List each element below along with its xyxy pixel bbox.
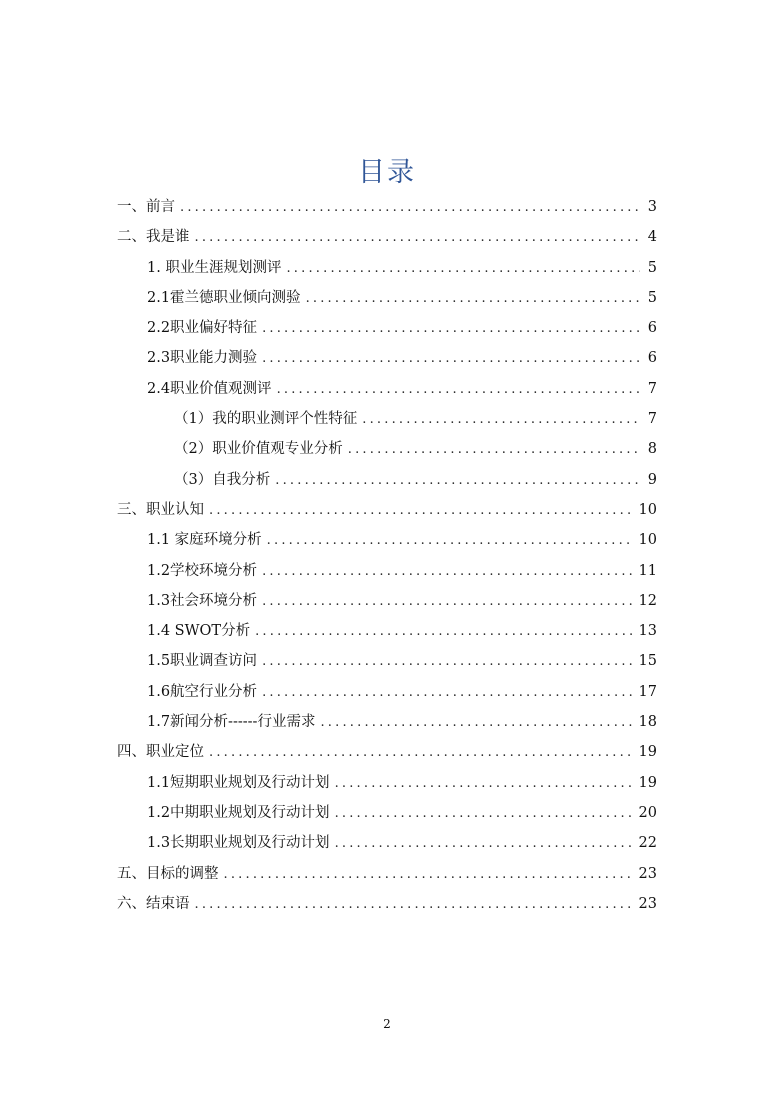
- dot-leader: [224, 860, 634, 890]
- toc-entry-page: 8: [647, 441, 657, 458]
- table-of-contents: [117, 192, 657, 919]
- toc-entry[interactable]: [117, 283, 657, 313]
- dot-leader: [267, 526, 634, 556]
- toc-entry[interactable]: [117, 616, 657, 646]
- toc-entry-page: 7: [647, 411, 657, 428]
- toc-entry[interactable]: [117, 768, 657, 798]
- toc-entry[interactable]: [117, 586, 657, 616]
- dot-leader: [362, 405, 640, 435]
- toc-entry-label: 六、结束语: [117, 895, 190, 912]
- toc-entry[interactable]: [117, 222, 657, 252]
- toc-entry-label: （2）职业价值观专业分析: [174, 441, 343, 458]
- toc-entry-page: 17: [638, 683, 657, 700]
- toc-entry-page: 19: [638, 774, 657, 791]
- toc-entry[interactable]: [117, 525, 657, 555]
- toc-entry[interactable]: [117, 253, 657, 283]
- toc-entry[interactable]: [117, 434, 657, 464]
- toc-entry[interactable]: [117, 313, 657, 343]
- toc-entry-label: 一、前言: [117, 199, 175, 215]
- toc-entry-page: 6: [647, 320, 657, 337]
- toc-entry-page: 7: [647, 380, 657, 397]
- dot-leader: [209, 738, 634, 768]
- toc-entry-page: 12: [638, 592, 657, 609]
- toc-entry[interactable]: [117, 374, 657, 404]
- dot-leader: [262, 647, 633, 677]
- dot-leader: [348, 435, 640, 465]
- toc-entry-label: 1.3社会环境分析: [147, 592, 258, 609]
- toc-entry[interactable]: [117, 343, 657, 373]
- dot-leader: [335, 769, 634, 799]
- dot-leader: [306, 284, 640, 314]
- toc-entry-page: 13: [638, 623, 657, 640]
- toc-entry-label: 1.6航空行业分析: [147, 683, 258, 700]
- toc-entry-label: 1.2学校环境分析: [147, 562, 258, 579]
- toc-entry[interactable]: [117, 707, 657, 737]
- toc-entry-label: 1. 职业生涯规划测评: [147, 259, 282, 276]
- toc-entry-page: 18: [638, 714, 657, 731]
- toc-entry-label: 二、我是谁: [117, 229, 190, 246]
- toc-entry-label: 四、职业定位: [117, 744, 204, 761]
- toc-entry-label: 1.3长期职业规划及行动计划: [147, 835, 330, 852]
- dot-leader: [262, 678, 633, 708]
- toc-entry-page: 3: [647, 199, 657, 215]
- toc-entry-page: 23: [638, 895, 657, 912]
- toc-entry-label: 1.1 家庭环境分析: [147, 532, 262, 549]
- toc-entry-label: 2.3职业能力测验: [147, 350, 258, 367]
- toc-entry[interactable]: [117, 465, 657, 495]
- toc-entry-label: 1.1短期职业规划及行动计划: [147, 774, 330, 791]
- toc-entry[interactable]: [117, 859, 657, 889]
- dot-leader: [320, 708, 633, 738]
- toc-entry-page: 9: [647, 471, 657, 488]
- dot-leader: [277, 375, 640, 405]
- toc-entry-page: 6: [647, 350, 657, 367]
- toc-entry-label: （1）我的职业测评个性特征: [174, 411, 358, 428]
- toc-entry[interactable]: [117, 889, 657, 919]
- page-number: 2: [383, 1017, 391, 1031]
- toc-entry-label: 三、职业认知: [117, 501, 204, 518]
- dot-leader: [335, 829, 634, 859]
- toc-entry-page: 10: [638, 532, 657, 549]
- toc-entry-label: 五、目标的调整: [117, 865, 219, 882]
- dot-leader: [335, 799, 634, 829]
- dot-leader: [180, 193, 640, 223]
- dot-leader: [209, 496, 634, 526]
- dot-leader: [195, 223, 641, 253]
- toc-entry-label: 2.1霍兰德职业倾向测验: [147, 289, 301, 306]
- toc-entry-page: 5: [647, 259, 657, 276]
- dot-leader: [262, 314, 640, 344]
- dot-leader: [275, 466, 640, 496]
- toc-entry[interactable]: [117, 556, 657, 586]
- toc-entry-page: 4: [647, 229, 657, 246]
- toc-entry[interactable]: [117, 828, 657, 858]
- toc-entry-page: 19: [638, 744, 657, 761]
- dot-leader: [262, 587, 633, 617]
- toc-entry-page: 23: [638, 865, 657, 882]
- dot-leader: [255, 617, 633, 647]
- toc-entry-label: 2.4职业价值观测评: [147, 380, 272, 397]
- toc-entry-page: 5: [647, 289, 657, 306]
- dot-leader: [195, 890, 634, 920]
- toc-entry-page: 11: [638, 562, 657, 579]
- toc-entry-label: 1.7新闻分析------行业需求: [147, 714, 316, 731]
- toc-title: 目录: [358, 157, 416, 188]
- toc-entry-label: 2.2职业偏好特征: [147, 320, 258, 337]
- toc-entry-page: 10: [638, 501, 657, 518]
- toc-entry-page: 22: [638, 835, 657, 852]
- toc-entry[interactable]: [117, 192, 657, 222]
- toc-entry[interactable]: [117, 798, 657, 828]
- toc-entry-page: 15: [638, 653, 657, 670]
- toc-entry-label: （3）自我分析: [174, 471, 271, 488]
- toc-entry-label: 1.2中期职业规划及行动计划: [147, 804, 330, 821]
- toc-entry[interactable]: [117, 495, 657, 525]
- toc-entry[interactable]: [117, 737, 657, 767]
- dot-leader: [286, 254, 640, 284]
- toc-entry[interactable]: [117, 646, 657, 676]
- dot-leader: [262, 344, 640, 374]
- toc-entry-label: 1.5职业调查访问: [147, 653, 258, 670]
- toc-entry[interactable]: [117, 404, 657, 434]
- toc-entry[interactable]: [117, 677, 657, 707]
- toc-entry-label: 1.4 SWOT分析: [147, 623, 251, 640]
- dot-leader: [262, 557, 633, 587]
- toc-entry-page: 20: [638, 804, 657, 821]
